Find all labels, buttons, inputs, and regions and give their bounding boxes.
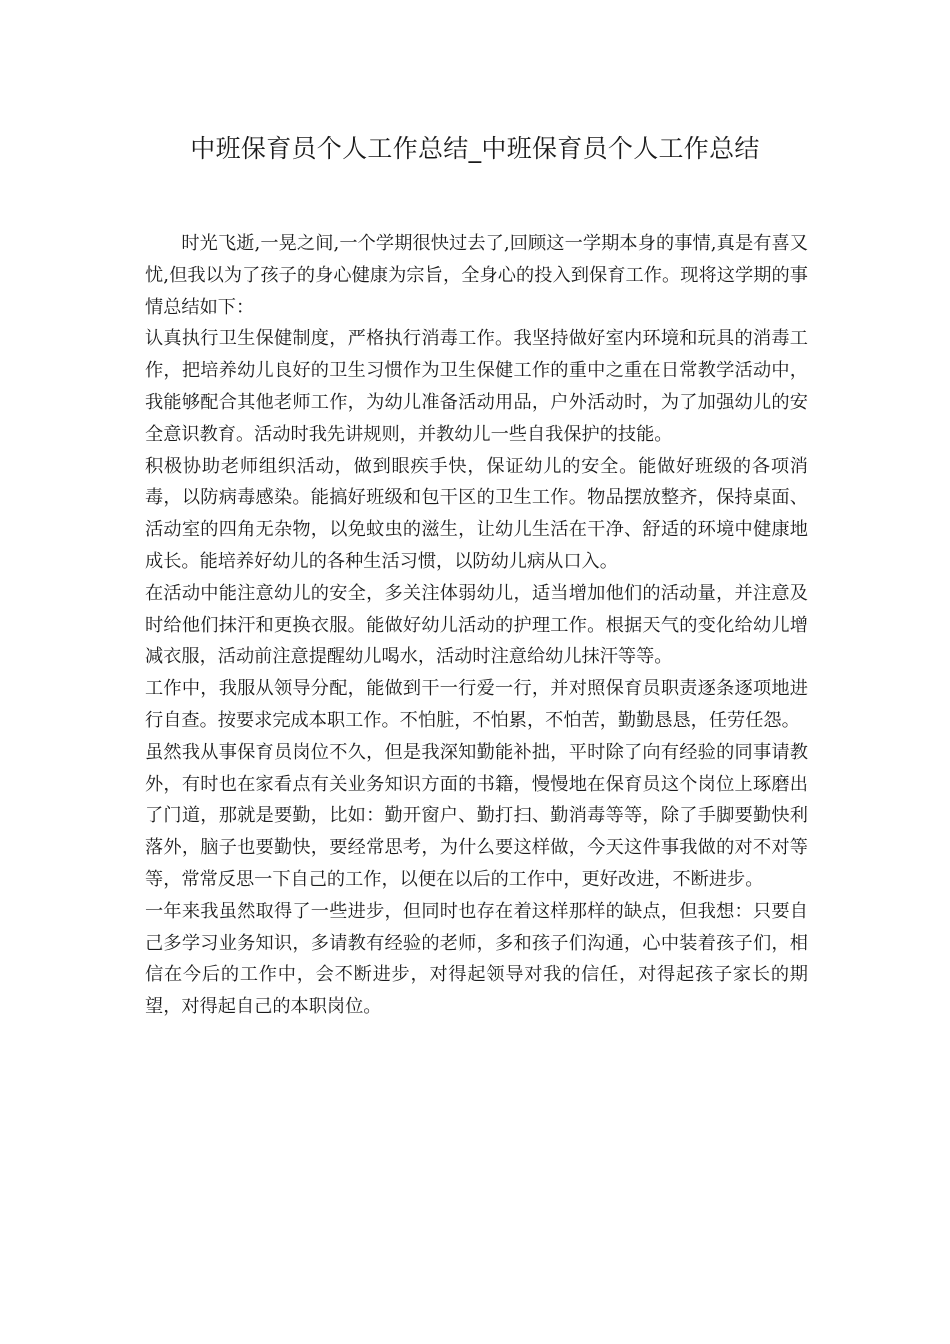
paragraph-intro: 时光飞逝,一晃之间,一个学期很快过去了,回顾这一学期本身的事情,真是有喜又忧,但我以为了孩子的身心健康为宗旨，全身心的投入到保育工作。现将这学期的事情总结如下：	[145, 233, 808, 318]
paragraph-duty: 工作中，我服从领导分配，能做到干一行爱一行，并对照保育员职责逐条逐项地进行自查。按要求完成本职工作。不怕脏，不怕累，不怕苦，勤勤恳恳，任劳任怨。	[145, 678, 808, 731]
paragraph-hygiene: 认真执行卫生保健制度，严格执行消毒工作。我坚持做好室内环境和玩具的消毒工作，把培养幼儿良好的卫生习惯作为卫生保健工作的重中之重在日常教学活动中，我能够配合其他老师工作，为幼儿准备活动用品，户外活动时，为了加强幼儿的安全意识教育。活动时我先讲规则，并教幼儿一些自我保护的技能。	[145, 328, 808, 445]
paragraph-conclusion: 一年来我虽然取得了一些进步，但同时也存在着这样那样的缺点，但我想：只要自己多学习业务知识，多请教有经验的老师，多和孩子们沟通，心中装着孩子们，相信在今后的工作中，会不断进步，对得起领导对我的信任，对得起孩子家长的期望，对得起自己的本职岗位。	[145, 900, 808, 1018]
paragraph-assist-teacher: 积极协助老师组织活动，做到眼疾手快，保证幼儿的安全。能做好班级的各项消毒，以防病毒感染。能搞好班级和包干区的卫生工作。物品摆放整齐，保持桌面、活动室的四角无杂物，以免蚊虫的滋生，让幼儿生活在干净、舒适的环境中健康地成长。能培养好幼儿的各种生活习惯，以防幼儿病从口入。	[145, 455, 808, 572]
paragraph-diligence: 虽然我从事保育员岗位不久，但是我深知勤能补拙，平时除了向有经验的同事请教外，有时也在家看点有关业务知识方面的书籍，慢慢地在保育员这个岗位上琢磨出了门道，那就是要勤，比如：勤开窗户、勤打扫、勤消毒等等，除了手脚要勤快利落外，脑子也要勤快，要经常思考，为什么要这样做，今天这件事我做的对不对等等，常常反思一下自己的工作，以便在以后的工作中，更好改进，不断进步。	[145, 741, 808, 890]
paragraph-safety: 在活动中能注意幼儿的安全，多关注体弱幼儿，适当增加他们的活动量，并注意及时给他们抹汗和更换衣服。能做好幼儿活动的护理工作。根据天气的变化给幼儿增减衣服，活动前注意提醒幼儿喝水，活动时注意给幼儿抹汗等等。	[145, 582, 808, 668]
document-title: 中班保育员个人工作总结_中班保育员个人工作总结	[190, 134, 760, 163]
document-body	[145, 228, 808, 1023]
